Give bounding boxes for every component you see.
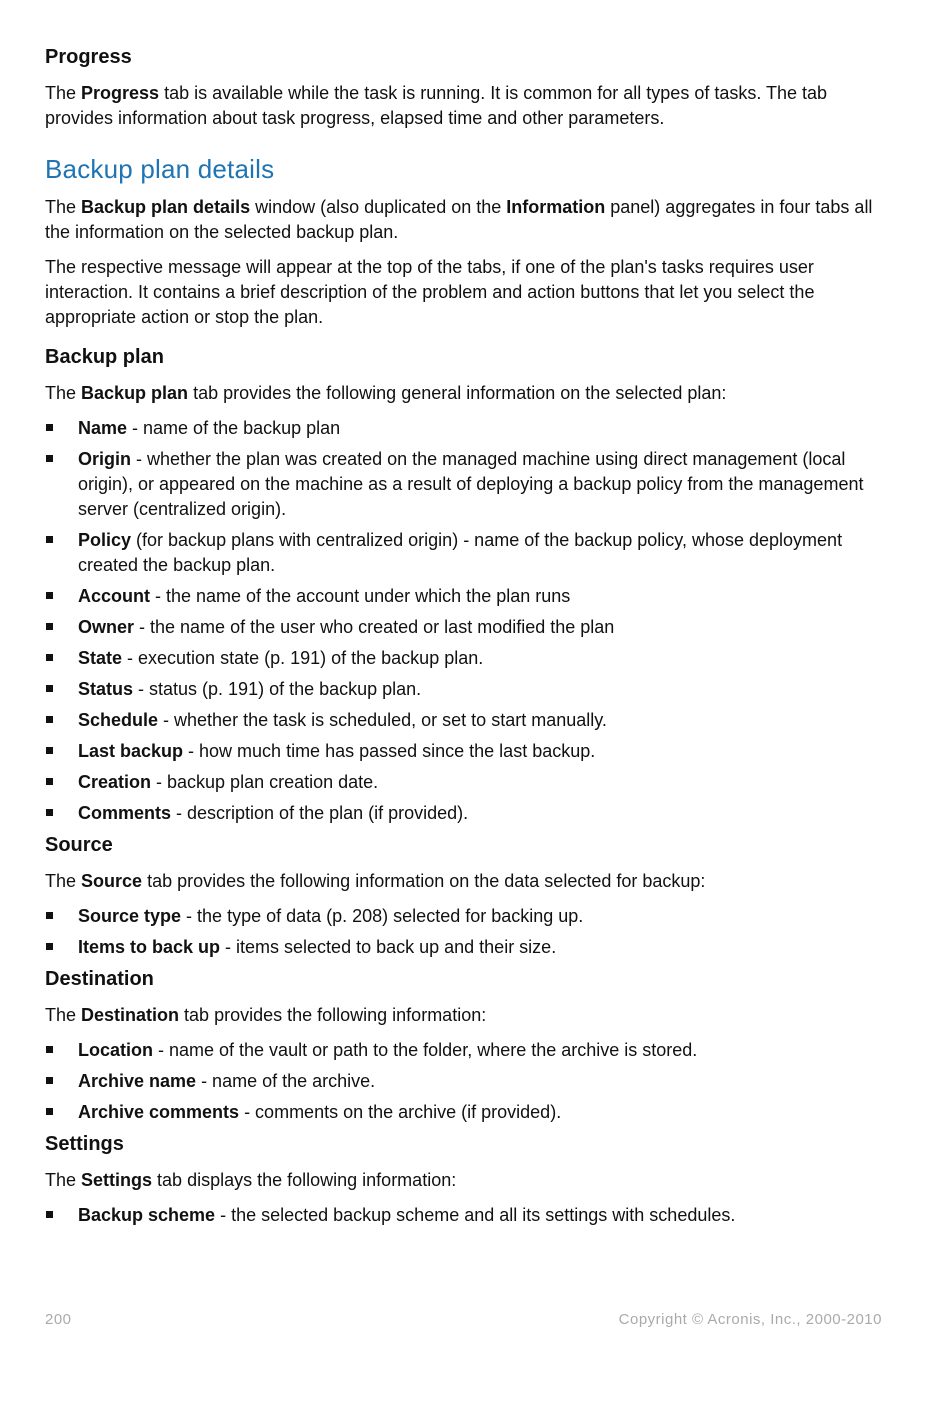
square-bullet-icon <box>46 778 53 785</box>
destination-list <box>45 1038 885 1125</box>
list-item <box>45 1038 885 1063</box>
item-term: Status <box>78 679 134 699</box>
progress-heading: Progress <box>45 46 132 68</box>
item-description: - whether the task is scheduled, or set to start manually. <box>158 710 607 730</box>
list-item <box>45 739 885 764</box>
item-description: - name of the archive. <box>196 1071 376 1091</box>
item-description: - whether the plan was created on the managed machine using direct management (local origin), or appeared on the machine as a result of deploying a backup policy from the management server (centralized origin). <box>78 449 864 519</box>
item-description: - name of the vault or path to the folder, where the archive is stored. <box>153 1040 698 1060</box>
item-term: Last backup <box>78 741 184 761</box>
backup-plan-list <box>45 416 885 826</box>
item-description: - the name of the account under which the plan runs <box>150 586 571 606</box>
document-page <box>45 44 885 1234</box>
square-bullet-icon <box>46 747 53 754</box>
list-item <box>45 1100 885 1125</box>
section-heading-backup-plan-details: Backup plan details <box>45 154 275 184</box>
item-term: Account <box>78 586 150 606</box>
list-item <box>45 646 885 671</box>
backup-plan-intro <box>45 381 885 406</box>
details-paragraph-2: The respective message will appear at the top of the tabs, if one of the plan's tasks requires user interaction. It contains a brief description of the problem and action buttons that let you select the appropriate action or stop the plan. <box>45 257 815 327</box>
item-term: Origin <box>78 449 131 469</box>
source-list <box>45 904 885 960</box>
list-item <box>45 801 885 826</box>
item-term: Name <box>78 418 128 438</box>
bold-term: Settings <box>81 1170 153 1190</box>
square-bullet-icon <box>46 654 53 661</box>
item-description: - items selected to back up and their size. <box>220 937 557 957</box>
list-item <box>45 528 885 578</box>
text-run: window (also duplicated on the <box>250 197 507 217</box>
progress-paragraph <box>45 81 885 131</box>
item-description: - name of the backup plan <box>127 418 341 438</box>
text-run: tab is available while the task is running. It is common for all types of tasks. The tab provides information about task progress, elapsed time and other parameters. <box>45 83 828 128</box>
bold-term: Progress <box>81 83 160 103</box>
item-term: Schedule <box>78 710 159 730</box>
settings-list <box>45 1203 885 1228</box>
bold-term: Destination <box>81 1005 180 1025</box>
item-term: Source type <box>78 906 182 926</box>
square-bullet-icon <box>46 912 53 919</box>
item-term: Archive name <box>78 1071 197 1091</box>
item-term: Owner <box>78 617 135 637</box>
item-term: Archive comments <box>78 1102 240 1122</box>
details-paragraph-1 <box>45 195 885 245</box>
text-run: The <box>45 383 82 403</box>
text-run: The <box>45 83 82 103</box>
list-item <box>45 677 885 702</box>
item-term: Items to back up <box>78 937 221 957</box>
item-term: Location <box>78 1040 153 1060</box>
text-run: The <box>45 1005 82 1025</box>
backup-plan-heading: Backup plan <box>45 346 164 368</box>
square-bullet-icon <box>46 623 53 630</box>
item-description: - how much time has passed since the last backup. <box>183 741 596 761</box>
item-term: Creation <box>78 772 152 792</box>
text-run: panel) aggregates in four tabs all the information on the selected backup plan. <box>45 197 873 242</box>
list-item <box>45 1203 885 1228</box>
bold-term: Backup plan details <box>81 197 251 217</box>
square-bullet-icon <box>46 1077 53 1084</box>
bold-term: Information <box>506 197 606 217</box>
item-description: (for backup plans with centralized origin) - name of the backup policy, whose deployment created the backup plan. <box>78 530 843 575</box>
destination-intro <box>45 1003 885 1028</box>
square-bullet-icon <box>46 685 53 692</box>
text-run: The <box>45 1170 82 1190</box>
item-description: - the selected backup scheme and all its settings with schedules. <box>215 1205 736 1225</box>
list-item <box>45 416 885 441</box>
settings-heading: Settings <box>45 1133 124 1155</box>
list-item <box>45 1069 885 1094</box>
square-bullet-icon <box>46 716 53 723</box>
item-description: - backup plan creation date. <box>151 772 379 792</box>
bold-term: Source <box>81 871 143 891</box>
square-bullet-icon <box>46 424 53 431</box>
list-item <box>45 447 885 522</box>
square-bullet-icon <box>46 1046 53 1053</box>
square-bullet-icon <box>46 809 53 816</box>
list-item <box>45 708 885 733</box>
destination-heading: Destination <box>45 968 154 990</box>
text-run: tab provides the following general information on the selected plan: <box>188 383 727 403</box>
square-bullet-icon <box>46 592 53 599</box>
page-number: 200 <box>45 1311 72 1328</box>
item-description: - description of the plan (if provided). <box>171 803 469 823</box>
list-item <box>45 935 885 960</box>
text-run: The <box>45 197 82 217</box>
item-description: - status (p. 191) of the backup plan. <box>133 679 422 699</box>
item-term: State <box>78 648 123 668</box>
list-item <box>45 615 885 640</box>
item-term: Policy <box>78 530 132 550</box>
text-run: The <box>45 871 82 891</box>
item-term: Comments <box>78 803 172 823</box>
text-run: tab provides the following information: <box>179 1005 487 1025</box>
text-run: tab provides the following information on the data selected for backup: <box>142 871 706 891</box>
text-run: tab displays the following information: <box>152 1170 457 1190</box>
item-description: - the type of data (p. 208) selected for backing up. <box>181 906 584 926</box>
square-bullet-icon <box>46 1211 53 1218</box>
list-item <box>45 770 885 795</box>
square-bullet-icon <box>46 455 53 462</box>
item-description: - comments on the archive (if provided). <box>239 1102 562 1122</box>
square-bullet-icon <box>46 943 53 950</box>
square-bullet-icon <box>46 536 53 543</box>
source-intro <box>45 869 885 894</box>
square-bullet-icon <box>46 1108 53 1115</box>
source-heading: Source <box>45 834 113 856</box>
bold-term: Backup plan <box>81 383 189 403</box>
list-item <box>45 584 885 609</box>
list-item <box>45 904 885 929</box>
settings-intro <box>45 1168 885 1193</box>
item-description: - execution state (p. 191) of the backup plan. <box>122 648 484 668</box>
copyright-notice: Copyright © Acronis, Inc., 2000-2010 <box>618 1311 882 1328</box>
item-term: Backup scheme <box>78 1205 216 1225</box>
item-description: - the name of the user who created or last modified the plan <box>134 617 615 637</box>
